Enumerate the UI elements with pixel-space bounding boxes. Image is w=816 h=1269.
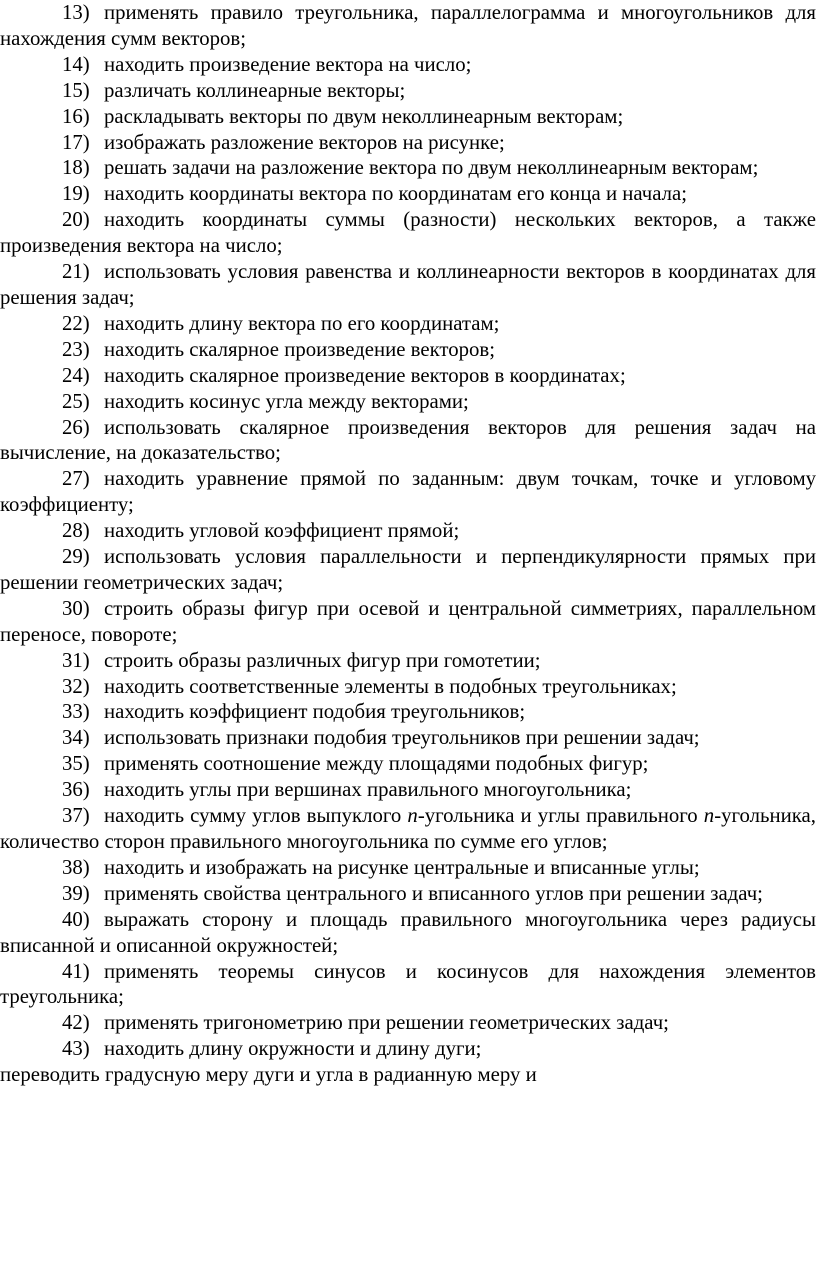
item-number: 26)	[62, 415, 90, 439]
list-item	[0, 259, 816, 311]
item-number: 17)	[62, 130, 90, 154]
list-item	[0, 751, 816, 777]
list-item	[0, 207, 816, 259]
item-number: 37)	[62, 804, 90, 828]
list-item	[0, 389, 816, 415]
list-item	[0, 1036, 816, 1062]
list-item	[0, 725, 816, 751]
list-item	[0, 1010, 816, 1036]
list-item	[0, 415, 816, 467]
list-item	[0, 803, 816, 855]
list-item	[0, 699, 816, 725]
list-item	[0, 881, 816, 907]
list-item	[0, 544, 816, 596]
trailing-text: переводить градусную меру дуги и угла в радианную меру и	[0, 1063, 537, 1087]
list-item	[0, 855, 816, 881]
item-text: находить скалярное произведение векторов;	[104, 337, 496, 361]
item-number: 36)	[62, 778, 90, 802]
list-item	[0, 674, 816, 700]
item-number: 28)	[62, 519, 90, 543]
item-number: 24)	[62, 363, 90, 387]
item-text: строить образы различных фигур при гомотетии;	[104, 648, 541, 672]
item-number: 31)	[62, 648, 90, 672]
item-number: 39)	[62, 881, 90, 905]
item-text: находить угловой коэффициент прямой;	[104, 519, 460, 543]
list-item	[0, 363, 816, 389]
item-text	[0, 804, 816, 853]
item-number: 25)	[62, 389, 90, 413]
item-number: 32)	[62, 674, 90, 698]
item-number: 42)	[62, 1011, 90, 1035]
item-number: 23)	[62, 337, 90, 361]
list-item	[0, 596, 816, 648]
item-number: 40)	[62, 907, 90, 931]
item-number: 34)	[62, 726, 90, 750]
item-text: находить произведение вектора на число;	[104, 52, 472, 76]
item-text: применять правило треугольника, параллелограмма и многоугольников для нахождения сумм векторов;	[0, 1, 816, 50]
list-item	[0, 907, 816, 959]
list-item	[0, 155, 816, 181]
list-item	[0, 52, 816, 78]
variable-n: n	[407, 804, 418, 828]
list-item	[0, 104, 816, 130]
item-number: 15)	[62, 78, 90, 102]
item-text: изображать разложение векторов на рисунке;	[104, 130, 505, 154]
item-number: 16)	[62, 104, 90, 128]
item-number: 29)	[62, 545, 90, 569]
list-item	[0, 337, 816, 363]
item-number: 41)	[62, 959, 90, 983]
list-item	[0, 466, 816, 518]
item-text: строить образы фигур при осевой и центральной симметриях, параллельном переносе, повороте;	[0, 596, 816, 646]
item-number: 30)	[62, 596, 90, 620]
item-number: 18)	[62, 156, 90, 180]
item-text: применять свойства центрального и вписанного углов при решении задач;	[104, 881, 763, 905]
item-number: 22)	[62, 311, 90, 335]
item-text: применять тригонометрию при решении геометрических задач;	[104, 1011, 669, 1035]
item-text: выражать сторону и площадь правильного многоугольника через радиусы вписанной и описанной окружностей;	[0, 907, 816, 957]
list-item	[0, 311, 816, 337]
item-text: находить координаты суммы (разности) нескольких векторов, а также произведения вектора на число;	[0, 208, 816, 258]
item-text-part: -угольника и углы правильного	[417, 804, 704, 828]
item-text: раскладывать векторы по двум неколлинеарным векторам;	[104, 104, 624, 128]
item-text: находить соответственные элементы в подобных треугольниках;	[104, 674, 677, 698]
item-number: 21)	[62, 260, 90, 284]
item-number: 33)	[62, 700, 90, 724]
item-text-part: -угольника, количество сторон правильного многоугольника по сумме его углов;	[0, 804, 816, 853]
item-number: 35)	[62, 752, 90, 776]
item-number: 20)	[62, 208, 90, 232]
list-item	[0, 648, 816, 674]
item-number: 14)	[62, 52, 90, 76]
item-text: находить длину окружности и длину дуги;	[104, 1037, 482, 1061]
list-item	[0, 777, 816, 803]
list-item	[0, 181, 816, 207]
item-text: применять соотношение между площадями подобных фигур;	[104, 752, 649, 776]
item-text: находить скалярное произведение векторов в координатах;	[104, 363, 626, 387]
item-text: использовать условия равенства и коллинеарности векторов в координатах для решения задач;	[0, 260, 816, 309]
item-text: применять теоремы синусов и косинусов для нахождения элементов треугольника;	[0, 959, 816, 1009]
list-item	[0, 518, 816, 544]
item-text: решать задачи на разложение вектора по двум неколлинеарным векторам;	[104, 156, 759, 180]
item-text: находить координаты вектора по координатам его конца и начала;	[104, 182, 688, 206]
item-number: 43)	[62, 1037, 90, 1061]
list-item	[0, 78, 816, 104]
item-text: находить косинус угла между векторами;	[104, 389, 469, 413]
item-text: находить длину вектора по его координатам;	[104, 311, 500, 335]
item-text-part: находить сумму углов выпуклого	[104, 804, 408, 828]
item-number: 27)	[62, 467, 90, 491]
item-text: находить коэффициент подобия треугольников;	[104, 700, 526, 724]
variable-n: n	[703, 804, 715, 828]
item-text: различать коллинеарные векторы;	[104, 78, 406, 102]
item-text: использовать условия параллельности и перпендикулярности прямых при решении геометрических задач;	[0, 545, 816, 594]
item-text: находить и изображать на рисунке центральные и вписанные углы;	[104, 855, 700, 879]
item-text: использовать скалярное произведения векторов для решения задач на вычисление, на доказательство;	[0, 415, 816, 465]
item-number: 13)	[62, 1, 90, 24]
item-number: 38)	[62, 855, 90, 879]
item-number: 19)	[62, 182, 90, 206]
list-item	[0, 959, 816, 1011]
item-text: находить уравнение прямой по заданным: двум точкам, точке и угловому коэффициенту;	[0, 467, 816, 517]
item-text: использовать признаки подобия треугольников при решении задач;	[104, 726, 700, 750]
item-text: находить углы при вершинах правильного многоугольника;	[104, 778, 632, 802]
list-item	[0, 130, 816, 156]
list-item	[0, 0, 816, 52]
